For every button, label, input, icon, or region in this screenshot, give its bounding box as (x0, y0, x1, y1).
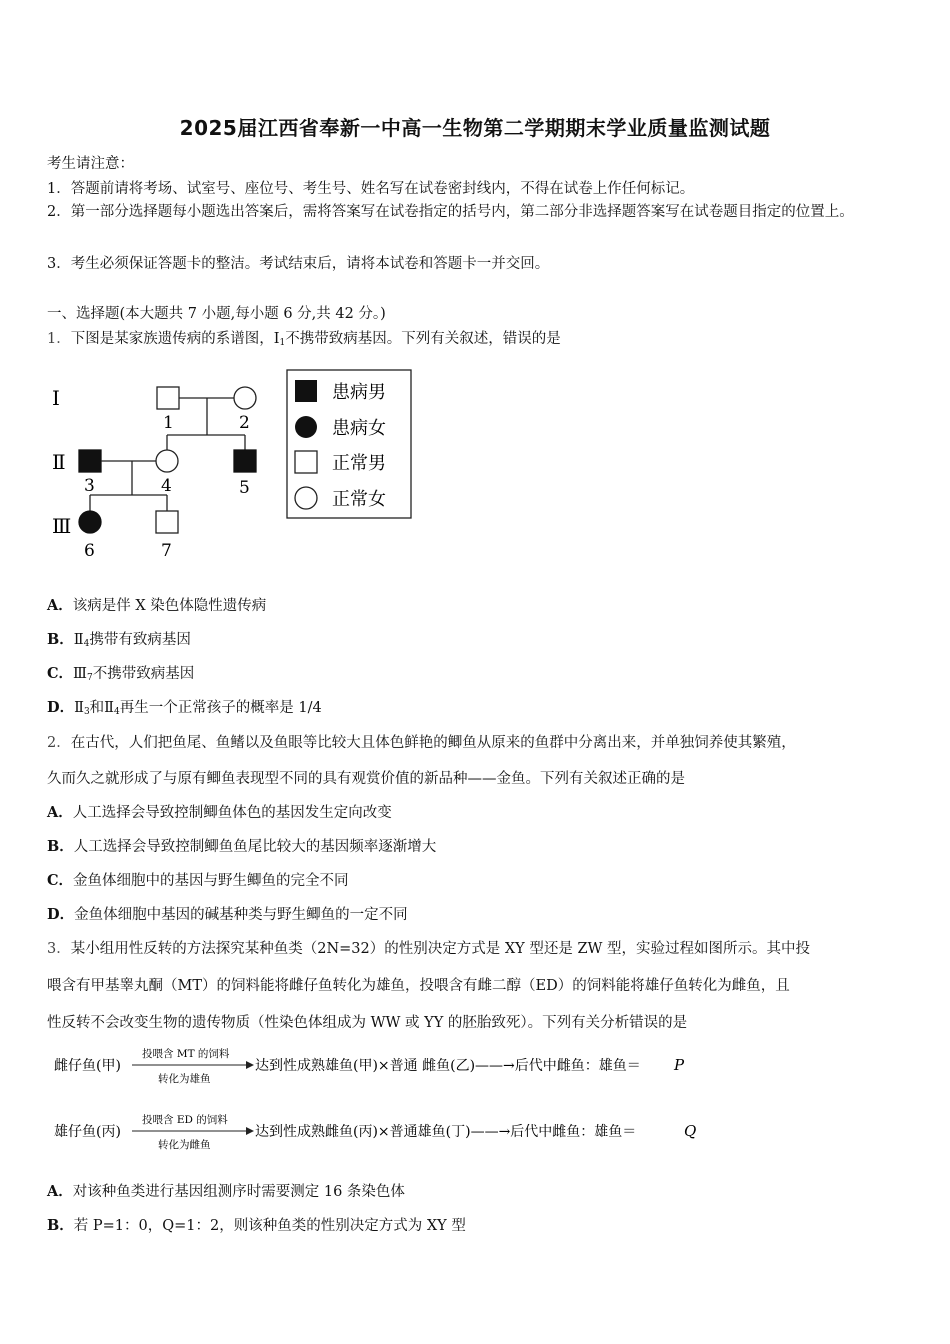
q2-stem-text-1: 在古代，人们把鱼尾、鱼鳍以及鱼眼等比较大且体色鲜艳的鲫鱼从原来的鱼群中分离出来，并单独饲养使其繁殖， (70, 735, 796, 751)
individual-number-7: 7 (161, 541, 172, 561)
notice-item-3: 3．考生必须保证答题卡的整洁。考试结束后，请将本试卷和答题卡一并交回。 (47, 256, 550, 272)
q2-option-d-text: 金鱼体细胞中基因的碱基种类与野生鲫鱼的一定不同 (74, 907, 408, 923)
individual-number-1: 1 (163, 413, 174, 433)
q1-option-c-pre: Ⅲ (73, 666, 88, 682)
q1-stem-text-a: 下图是某家族遗传病的系谱图，Ⅰ (70, 331, 280, 347)
flow1-rest: 达到性成熟雄鱼(甲)×普通 雌鱼(乙)——→后代中雌鱼：雄鱼＝ (255, 1058, 641, 1074)
q3-stem-line-1 (47, 937, 810, 958)
q2-option-a-text: 人工选择会导致控制鲫鱼体色的基因发生定向改变 (72, 805, 392, 821)
q3-stem-line-3: 性反转不会改变生物的遗传物质（性染色体组成为 WW 或 YY 的胚胎致死）。下列有关分析错误的是 (47, 1015, 688, 1031)
q1-option-d-sub: 3 (83, 707, 90, 717)
generation-label-2: Ⅱ (52, 450, 66, 474)
flow-diagram-mt (50, 1042, 720, 1090)
notice-heading: 考生请注意： (47, 156, 134, 172)
q1-option-c-sub: 7 (87, 673, 93, 683)
flow2-arrow-head-icon (246, 1127, 254, 1135)
q3-stem-text-1: 某小组用性反转的方法探究某种鱼类（2N=32）的性别决定方式是 XY 型还是 ZW 型，实验过程如图所示。其中投 (70, 941, 811, 957)
q2-option-d-label: D． (47, 906, 75, 923)
q1-option-b-post: 携带有致病基因 (89, 632, 191, 648)
individual-number-2: 2 (239, 413, 250, 433)
individual-7-normal-male (156, 511, 178, 533)
notice-item-1: 1．答题前请将考场、试室号、座位号、考生号、姓名写在试卷密封线内，不得在试卷上作任何标记。 (47, 181, 695, 197)
q2-option-b-text: 人工选择会导致控制鲫鱼鱼尾比较大的基因频率逐渐增大 (73, 839, 437, 855)
q1-option-d-mid: 和Ⅱ (89, 700, 115, 716)
legend-affected-male: 患病男 (332, 382, 386, 403)
legend-affected-female: 患病女 (332, 418, 386, 439)
individual-4-normal-female (156, 450, 178, 472)
flow2-rest: 达到性成熟雌鱼(丙)×普通雄鱼(丁)——→后代中雌鱼：雄鱼＝ (255, 1124, 637, 1140)
page-title: 2025届江西省奉新一中高一生物第二学期期末学业质量监测试题 (179, 116, 771, 140)
individual-1-normal-male (157, 387, 179, 409)
q1-option-c-post: 不携带致病基因 (92, 666, 195, 682)
q3-option-b-text: 若 P=1：0，Q=1：2，则该种鱼类的性别决定方式为 XY 型 (73, 1218, 466, 1234)
q3-option-a-label: A． (47, 1183, 73, 1200)
q1-stem (47, 327, 561, 348)
q1-stem-sub: 1 (279, 338, 286, 348)
flow1-arrow-head-icon (246, 1061, 254, 1069)
q3-number: 3． (47, 941, 71, 957)
flow2-arrow-bottom: 转化为雌鱼 (158, 1139, 211, 1151)
flow1-start: 雌仔鱼(甲) (54, 1058, 121, 1074)
q1-option-d-sub2: 4 (114, 707, 120, 717)
q3-option-a (47, 1180, 405, 1201)
q2-option-c-text: 金鱼体细胞中的基因与野生鲫鱼的完全不同 (73, 873, 349, 889)
q2-option-a-label: A． (47, 804, 73, 821)
individual-3-affected-male (79, 450, 101, 472)
individual-5-affected-male (234, 450, 256, 472)
flow1-arrow-bottom: 转化为雄鱼 (158, 1073, 211, 1085)
q2-option-b-label: B． (47, 838, 74, 855)
individual-2-normal-female (234, 387, 256, 409)
q1-option-d-label: D． (47, 699, 75, 716)
q1-option-a (47, 594, 266, 615)
individual-number-4: 4 (161, 476, 172, 496)
legend-normal-female: 正常女 (332, 489, 386, 510)
generation-label-1: Ⅰ (52, 386, 60, 410)
q2-option-a (47, 801, 392, 822)
q1-option-b (47, 628, 191, 649)
q2-option-c-label: C． (47, 872, 74, 889)
q1-option-b-label: B． (47, 631, 74, 648)
q1-stem-text-b: 不携带致病基因。下列有关叙述，错误的是 (285, 331, 561, 347)
legend-normal-male: 正常男 (332, 453, 386, 474)
q2-stem-line-1 (47, 731, 796, 752)
individual-6-affected-female (79, 511, 101, 533)
flow2-start: 雄仔鱼(丙) (54, 1124, 121, 1140)
individual-number-5: 5 (239, 478, 250, 498)
q1-option-a-text: 该病是伴 X 染色体隐性遗传病 (72, 598, 267, 614)
legend-normal-female-icon (295, 487, 317, 509)
flow2-arrow-top: 投喂含 ED 的饲料 (142, 1114, 228, 1126)
q2-number: 2． (47, 735, 71, 751)
legend-affected-male-icon (295, 380, 317, 402)
q1-option-d-post: 再生一个正常孩子的概率是 1/4 (119, 700, 322, 716)
section-heading: 一、选择题(本大题共 7 小题,每小题 6 分,共 42 分。) (47, 306, 386, 322)
individual-number-6: 6 (84, 541, 95, 561)
q3-stem-line-2: 喂含有甲基睾丸酮（MT）的饲料能将雌仔鱼转化为雄鱼，投喂含有雌二醇（ED）的饲料能将雄仔鱼转化为雌鱼，且 (47, 978, 790, 994)
q1-option-d-pre: Ⅱ (74, 700, 84, 716)
flow2-var: Q (684, 1122, 697, 1140)
q2-option-b (47, 835, 436, 856)
q1-number: 1． (47, 331, 71, 347)
q1-option-b-pre: Ⅱ (73, 632, 84, 648)
q3-option-a-text: 对该种鱼类进行基因组测序时需要测定 16 条染色体 (72, 1184, 405, 1200)
legend-normal-male-icon (295, 451, 317, 473)
flow1-arrow-top: 投喂含 MT 的饲料 (142, 1048, 230, 1060)
q2-option-d (47, 903, 408, 924)
q3-option-b-label: B． (47, 1217, 74, 1234)
q1-option-c (47, 662, 194, 683)
notice-item-2: 2．第一部分选择题每小题选出答案后，需将答案写在试卷指定的括号内，第二部分非选择题答案写在试卷题目指定的位置上。 (47, 204, 854, 220)
q2-stem-line-2: 久而久之就形成了与原有鲫鱼表现型不同的具有观赏价值的新品种——金鱼。下列有关叙述正确的是 (47, 771, 685, 787)
q1-option-d (47, 696, 322, 717)
flow1-var: P (674, 1056, 685, 1074)
legend-affected-female-icon (295, 416, 317, 438)
q1-option-a-label: A． (47, 597, 73, 614)
q2-option-c (47, 869, 349, 890)
generation-label-3: Ⅲ (52, 514, 72, 538)
q3-option-b (47, 1214, 466, 1235)
flow-diagram-ed (50, 1108, 730, 1156)
q1-option-b-sub: 4 (83, 639, 90, 649)
individual-number-3: 3 (84, 476, 95, 496)
q1-option-c-label: C． (47, 665, 74, 682)
pedigree-diagram (40, 365, 420, 565)
